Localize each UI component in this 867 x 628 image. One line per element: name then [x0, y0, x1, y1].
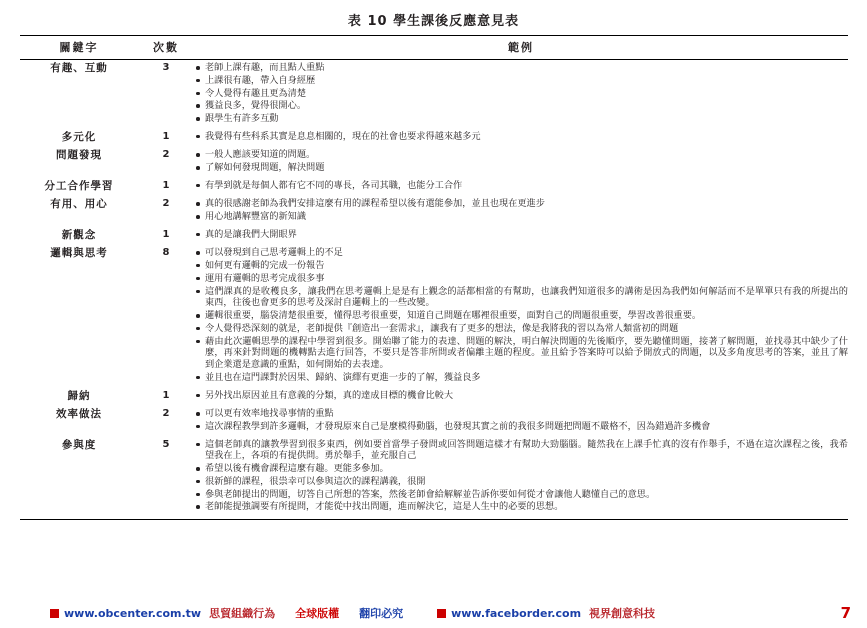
- list-item: 令人覺得恐深刻的就是，老師提供『創造出一套需求』，讓我有了更多的想法，像是我將我的習以為常人類當初的問題: [194, 323, 848, 335]
- row-count: 2: [162, 149, 170, 161]
- list-item: 邏輯很重要，腦袋清楚很重要，懂得思考很重要，知道自己問題在哪裡很重要，面對自己的問題很重要，學習改善很重要。: [194, 310, 848, 322]
- row-keyword: 多元化: [61, 130, 97, 143]
- row-keyword: 新觀念: [61, 228, 97, 241]
- row-count: 8: [162, 247, 170, 259]
- footer-copyright-notice: 翻印必究: [359, 607, 404, 620]
- row-count: 1: [162, 228, 170, 240]
- table-bottom-rule: [20, 519, 848, 520]
- row-examples: [194, 178, 848, 196]
- list-item: 老師能提強調要有所提問，才能從中找出問題，進而解決它，這是人生中的必要的思想。: [194, 501, 848, 513]
- row-keyword: 有用、用心: [50, 198, 108, 211]
- footer-left-name: 思貿組織行為: [209, 607, 276, 620]
- list-item: 藉由此次邏輯思學的課程中學習到很多。開始聯了能力的表達、問題的解決，明白解決問題的先後順序，要先聽懂問題，接著了解問題，並找尋其中缺少了什麼，再來針對問題的機轉點去進行回答，不要只是答非所問或者偏離主題的程度。並且給予答案時可以給予開放式的問題，以及多角度思考的答案，並且了解到企業還是意識的重點，如何開始的去表達。: [194, 336, 848, 371]
- list-item: 希望以後有機會課程這麼有趣。更能多參加。: [194, 463, 848, 475]
- column-header-keyword: 關鍵字: [20, 36, 138, 60]
- list-item: 獲益良多，覺得很開心。: [194, 100, 848, 112]
- row-examples: [194, 406, 848, 437]
- row-count: 1: [162, 179, 170, 191]
- square-bullet-icon: [437, 609, 446, 618]
- list-item: 真的是讓我們大開眼界: [194, 229, 848, 241]
- list-item: 這們課真的是收穫良多，讓我們在思考邏輯上是是有上觀念的話都相當的有幫助，也讓我們知道很多的講術是因為我們如何解話而不是單單只有我的所提出的東西，往後也會更多的思考及深討自邏輯上的一些改變。: [194, 286, 848, 310]
- row-count: 1: [162, 130, 170, 142]
- row-count: 5: [162, 438, 170, 450]
- row-examples: [194, 245, 848, 387]
- row-keyword: 效率做法: [56, 408, 102, 421]
- footer-copyright-global: 全球版權: [295, 607, 340, 620]
- page-title: 表 10 學生課後反應意見表: [347, 14, 520, 29]
- footer-middle: [275, 605, 403, 621]
- list-item: 了解如何發現問題，解決問題: [194, 162, 848, 174]
- row-keyword: 問題發現: [56, 149, 102, 162]
- list-item: 老師上課有趣，而且點人重點: [194, 62, 848, 74]
- footer-left: [50, 605, 275, 621]
- list-item: 一般人應該要知道的問題。: [194, 149, 848, 161]
- slide-footer: [0, 604, 867, 622]
- row-count: 1: [162, 389, 170, 401]
- footer-right-url[interactable]: www.faceborder.com: [451, 606, 582, 620]
- table-row: [20, 196, 848, 227]
- row-count: 2: [162, 198, 170, 210]
- row-examples: [194, 437, 848, 518]
- list-item: 並且也在這門課對於因果、歸納、演繹有更進一步的了解，獲益良多: [194, 372, 848, 384]
- list-item: 參與老師提出的問題，切答自己所想的答案，然後老師會給解解並告訴你要如何從才會讓他人聽懂自己的意思。: [194, 489, 848, 501]
- list-item: 這個老師真的讓教學習到很多東西，例如要首當學子發問或回答問題這樣才有幫助大勁腦腦。隨然我在上課手忙真的沒有作舉手，不過在這次課程之後，我希望我在上，各項的有提供問。勇於舉手，並充服自己: [194, 439, 848, 463]
- row-keyword: 有趣、互動: [50, 62, 108, 74]
- list-item: 我覺得有些科系其實是息息相關的，現在的社會也要求得越來越多元: [194, 131, 848, 143]
- list-item: 真的很感謝老師為我們安排這麼有用的課程希望以後有還能參加，並且也現在更進步: [194, 198, 848, 210]
- row-examples: [194, 227, 848, 245]
- list-item: 可以發現到自己思考邏輯上的不足: [194, 247, 848, 259]
- row-examples: [194, 147, 848, 178]
- row-examples: [194, 196, 848, 227]
- row-keyword: 參與度: [61, 438, 97, 451]
- list-item: 令人覺得有趣且更為清楚: [194, 88, 848, 100]
- row-examples: [194, 129, 848, 147]
- list-item: 跟學生有許多互動: [194, 113, 848, 125]
- list-item: 上課很有趣，帶入自身經歷: [194, 75, 848, 87]
- table-row: [20, 178, 848, 196]
- list-item: 運用有邏輯的思考完成很多事: [194, 273, 848, 285]
- row-keyword: 分工合作學習: [44, 179, 114, 192]
- row-keyword: 歸納: [67, 389, 91, 402]
- page-number: 7: [840, 604, 851, 622]
- table-header-row: [20, 36, 848, 60]
- square-bullet-icon: [50, 609, 59, 618]
- column-header-count: 次數: [138, 36, 194, 60]
- row-examples: [194, 388, 848, 406]
- row-count: 3: [162, 62, 170, 73]
- row-count: 2: [162, 408, 170, 420]
- table-row: [20, 388, 848, 406]
- list-item: 可以更有效率地找尋事情的重點: [194, 408, 848, 420]
- list-item: 很新鮮的課程，很祟幸可以參與這次的課程講義，很開: [194, 476, 848, 488]
- list-item: 用心地講解豐富的新知識: [194, 211, 848, 223]
- table-row: [20, 406, 848, 437]
- row-keyword: 邏輯與思考: [50, 247, 108, 260]
- list-item: 如何更有邏輯的完成一份報告: [194, 260, 848, 272]
- list-item: 這次課程教學到許多邏輯，才發現原來自己是麼模得動腦，也發現其實之前的我很多問題把問題不嚴格不，因為錯過許多機會: [194, 421, 848, 433]
- footer-left-url[interactable]: www.obcenter.com.tw: [64, 606, 202, 620]
- table-row: [20, 60, 848, 129]
- footer-right: [437, 605, 655, 621]
- footer-right-name: 視界創意科技: [589, 607, 656, 620]
- list-item: 有學到就是每個人都有它不同的專長，各司其職，也能分工合作: [194, 180, 848, 192]
- row-examples: [194, 60, 848, 129]
- table-row: [20, 147, 848, 178]
- table-row: [20, 227, 848, 245]
- list-item: 另外找出原因並且有意義的分類，真的達成目標的機會比較大: [194, 390, 848, 402]
- table-row: [20, 437, 848, 518]
- student-feedback-table: [20, 35, 848, 517]
- table-row: [20, 245, 848, 387]
- table-body: [20, 60, 848, 518]
- column-header-example: 範例: [194, 36, 848, 60]
- table-row: [20, 129, 848, 147]
